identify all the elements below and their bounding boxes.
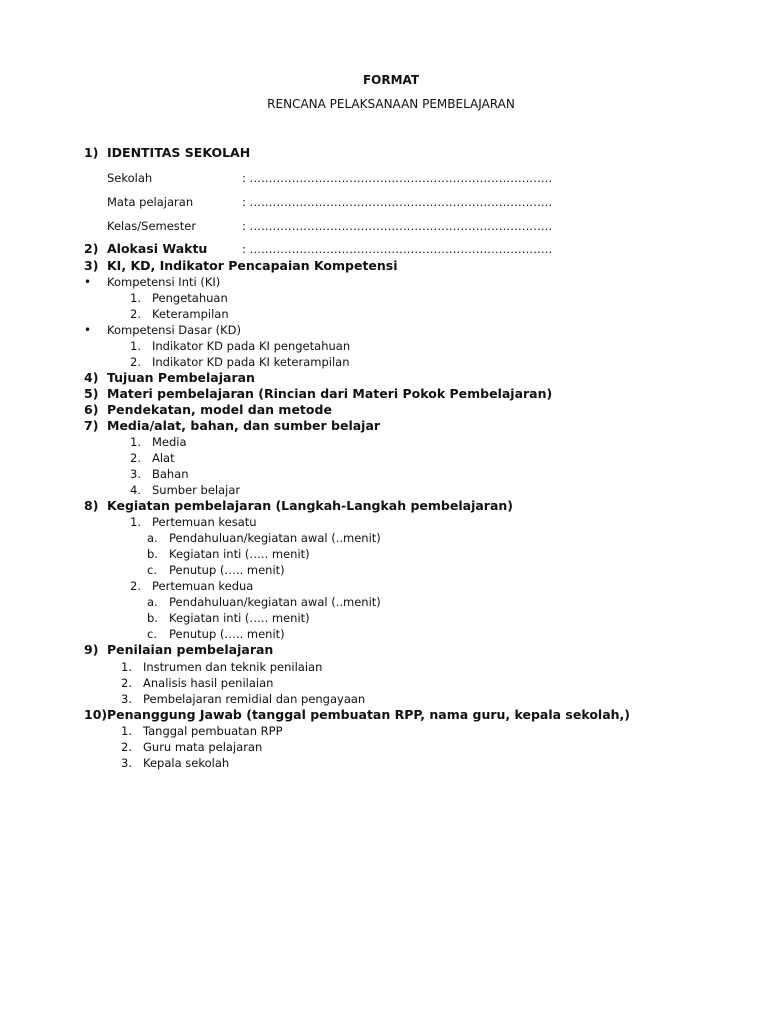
item-number: 1. (121, 660, 132, 674)
item-label: Keterampilan (152, 307, 229, 321)
section-number: 8) (84, 498, 99, 513)
item-number: 2. (130, 579, 141, 593)
bullet-label: Kompetensi Inti (KI) (107, 275, 221, 289)
section-label: Materi pembelajaran (Rincian dari Materi Pokok Pembelajaran) (107, 386, 553, 401)
section-number: 6) (84, 402, 99, 417)
section-label: Tujuan Pembelajaran (107, 370, 255, 385)
item-number: 2. (130, 451, 141, 465)
section-label: Kegiatan pembelajaran (Langkah-Langkah pembelajaran) (107, 498, 514, 513)
section-label: Media/alat, bahan, dan sumber belajar (107, 418, 381, 433)
field-label: Mata pelajaran (107, 195, 194, 209)
item-label: Kepala sekolah (143, 756, 230, 770)
item-label: Media (152, 435, 187, 449)
bullet-icon: • (84, 275, 92, 289)
section-label: Alokasi Waktu (107, 241, 208, 256)
field-label: Sekolah (107, 171, 153, 185)
item-label: Instrumen dan teknik penilaian (143, 660, 323, 674)
fill-line: : ……………………………………………………………………. (242, 195, 553, 209)
item-letter: c. (147, 563, 157, 577)
section-number: 7) (84, 418, 99, 433)
item-number: 1. (130, 339, 141, 353)
item-number: 3. (121, 756, 132, 770)
item-number: 2. (121, 676, 132, 690)
item-label: Penutup (….. menit) (169, 627, 285, 641)
item-label: Guru mata pelajaran (143, 740, 263, 754)
section-number: 4) (84, 370, 99, 385)
section-number: 5) (84, 386, 99, 401)
item-letter: a. (147, 531, 158, 545)
item-number: 1. (121, 724, 132, 738)
item-number: 2. (130, 355, 141, 369)
item-number: 3. (121, 692, 132, 706)
item-label: Indikator KD pada KI pengetahuan (152, 339, 351, 353)
doc-subtitle: RENCANA PELAKSANAAN PEMBELAJARAN (267, 97, 515, 111)
section-number: 2) (84, 241, 99, 256)
item-label: Pertemuan kedua (152, 579, 254, 593)
item-number: 2. (130, 307, 141, 321)
bullet-label: Kompetensi Dasar (KD) (107, 323, 241, 337)
section-number: 1) (84, 145, 99, 160)
fill-line: : ……………………………………………………………………. (242, 171, 553, 185)
item-letter: b. (147, 611, 158, 625)
item-label: Kegiatan inti (….. menit) (169, 611, 310, 625)
section-number: 10) (84, 707, 108, 722)
item-letter: c. (147, 627, 157, 641)
section-number: 3) (84, 258, 99, 273)
item-label: Kegiatan inti (….. menit) (169, 547, 310, 561)
section-number: 9) (84, 642, 99, 657)
item-label: Indikator KD pada KI keterampilan (152, 355, 350, 369)
item-number: 1. (130, 515, 141, 529)
item-label: Pertemuan kesatu (152, 515, 257, 529)
item-label: Pendahuluan/kegiatan awal (..menit) (169, 531, 381, 545)
item-number: 2. (121, 740, 132, 754)
item-number: 4. (130, 483, 141, 497)
item-label: Pembelajaran remidial dan pengayaan (143, 692, 366, 706)
item-letter: a. (147, 595, 158, 609)
fill-line: : ……………………………………………………………………. (242, 219, 553, 233)
item-label: Bahan (152, 467, 189, 481)
item-label: Pengetahuan (152, 291, 228, 305)
item-letter: b. (147, 547, 158, 561)
section-label: Pendekatan, model dan metode (107, 402, 332, 417)
item-number: 3. (130, 467, 141, 481)
item-number: 1. (130, 291, 141, 305)
item-label: Tanggal pembuatan RPP (143, 724, 283, 738)
section-label: IDENTITAS SEKOLAH (107, 145, 251, 160)
section-label: Penilaian pembelajaran (107, 642, 274, 657)
item-label: Alat (152, 451, 175, 465)
field-label: Kelas/Semester (107, 219, 197, 233)
item-label: Sumber belajar (152, 483, 241, 497)
bullet-icon: • (84, 323, 92, 337)
section-label: Penanggung Jawab (tanggal pembuatan RPP, nama guru, kepala sekolah,) (107, 707, 630, 722)
doc-title: FORMAT (362, 73, 420, 87)
fill-line: : ……………………………………………………………………. (242, 242, 553, 256)
item-label: Analisis hasil penilaian (143, 676, 274, 690)
item-label: Penutup (….. menit) (169, 563, 285, 577)
item-number: 1. (130, 435, 141, 449)
section-label: KI, KD, Indikator Pencapaian Kompetensi (107, 258, 398, 273)
item-label: Pendahuluan/kegiatan awal (..menit) (169, 595, 381, 609)
